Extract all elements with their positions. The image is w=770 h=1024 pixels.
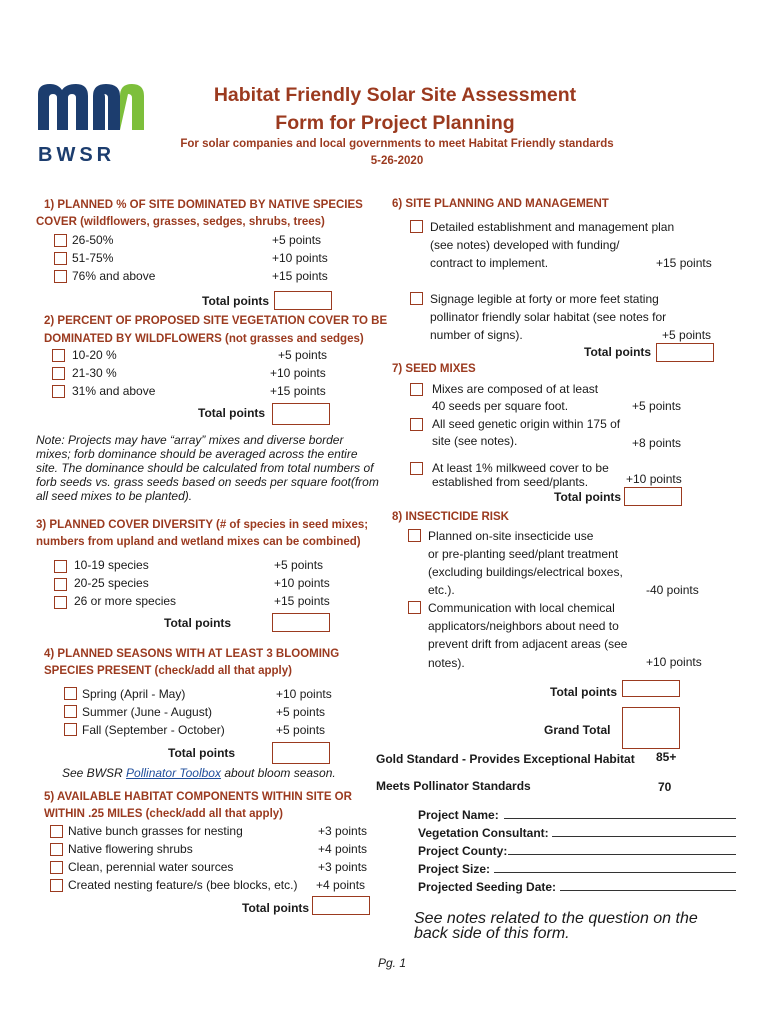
s2-checkbox-2[interactable] bbox=[52, 367, 65, 380]
s1-option-label: 26-50% bbox=[72, 233, 114, 247]
s5-option-points: +3 points bbox=[318, 860, 368, 874]
s3-heading-line2: numbers from upland and wetland mixes can be combined) bbox=[36, 536, 361, 548]
s1-option-points: +10 points bbox=[272, 251, 328, 265]
s8-item-line: applicators/neighbors about need to bbox=[428, 619, 619, 633]
s2-total-box[interactable] bbox=[272, 403, 330, 425]
s5-checkbox-2[interactable] bbox=[50, 843, 63, 856]
s7-item-line: site (see notes). bbox=[432, 434, 518, 448]
s4-bloom-note: See BWSR Pollinator Toolbox about bloom season. bbox=[62, 766, 336, 780]
s6-item-line: contract to implement. bbox=[430, 256, 549, 270]
s7-checkbox-2[interactable] bbox=[410, 418, 423, 431]
s3-option-label: 26 or more species bbox=[74, 594, 177, 608]
s5-total-label: Total points bbox=[242, 901, 310, 915]
s2-option-points: +15 points bbox=[270, 384, 326, 398]
page-title-line2: Form for Project Planning bbox=[275, 112, 515, 134]
s7-heading: 7) SEED MIXES bbox=[392, 363, 476, 375]
s8-item-line: or pre-planting seed/plant treatment bbox=[428, 547, 619, 561]
s5-checkbox-3[interactable] bbox=[50, 861, 63, 874]
s8-item-line: (excluding buildings/electrical boxes, bbox=[428, 565, 623, 579]
see-notes-line2: back side of this form. bbox=[414, 925, 570, 942]
s4-option-label: Summer (June - August) bbox=[82, 705, 213, 719]
s2-total-label: Total points bbox=[198, 406, 266, 420]
s2-option-label: 10-20 % bbox=[72, 348, 117, 362]
s5-option-label: Clean, perennial water sources bbox=[68, 860, 234, 874]
s2-heading-line1: 2) PERCENT OF PROPOSED SITE VEGETATION COVER TO BE bbox=[44, 315, 388, 327]
s8-heading: 8) INSECTICIDE RISK bbox=[392, 511, 509, 523]
s5-heading-line1: 5) AVAILABLE HABITAT COMPONENTS WITHIN SITE OR bbox=[44, 791, 352, 803]
project-name-field[interactable] bbox=[504, 818, 736, 819]
s8-item-line: notes). bbox=[428, 656, 465, 670]
s1-heading-line2: COVER (wildflowers, grasses, sedges, shrubs, trees) bbox=[36, 216, 325, 228]
s8-item-line: Planned on-site insecticide use bbox=[428, 529, 594, 543]
s8-total-box[interactable] bbox=[622, 680, 680, 697]
s5-option-points: +4 points bbox=[316, 878, 366, 892]
s5-option-points: +4 points bbox=[318, 842, 368, 856]
project-county-field[interactable] bbox=[508, 854, 736, 855]
s6-item-line: pollinator friendly solar habitat (see notes for bbox=[430, 310, 667, 324]
pollinator-toolbox-link[interactable]: Pollinator Toolbox bbox=[126, 766, 221, 780]
s5-option-label: Created nesting feature/s (bee blocks, etc.) bbox=[68, 878, 298, 892]
s7-item-line: established from seed/plants. bbox=[432, 475, 589, 489]
s2-note-line: site. The dominance should be calculated from total numbers of bbox=[36, 461, 374, 475]
s3-option-points: +15 points bbox=[274, 594, 330, 608]
s6-item-line: number of signs). bbox=[430, 328, 523, 342]
s3-option-points: +10 points bbox=[274, 576, 330, 590]
s6-checkbox-1[interactable] bbox=[410, 220, 423, 233]
s6-item-line: Signage legible at forty or more feet stating bbox=[430, 292, 659, 306]
s3-option-label: 10-19 species bbox=[74, 558, 149, 572]
s1-checkbox-2[interactable] bbox=[54, 252, 67, 265]
s2-note-line: mixes; forb dominance should be averaged across the entire bbox=[36, 447, 358, 461]
s1-checkbox-3[interactable] bbox=[54, 270, 67, 283]
s2-option-label: 21-30 % bbox=[72, 366, 117, 380]
s8-item-line: prevent drift from adjacent areas (see bbox=[428, 637, 628, 651]
s3-option-label: 20-25 species bbox=[74, 576, 149, 590]
s3-heading-line1: 3) PLANNED COVER DIVERSITY (# of species in seed mixes; bbox=[36, 519, 369, 531]
s4-checkbox-3[interactable] bbox=[64, 723, 77, 736]
s1-heading-line1: 1) PLANNED % OF SITE DOMINATED BY NATIVE SPECIES bbox=[44, 199, 363, 211]
s4-heading-line1: 4) PLANNED SEASONS WITH AT LEAST 3 BLOOMING bbox=[44, 648, 340, 660]
s4-heading-line2: SPECIES PRESENT (check/add all that apply) bbox=[44, 665, 292, 677]
gold-standard-value: 85+ bbox=[656, 750, 677, 764]
s8-total-label: Total points bbox=[550, 685, 618, 699]
s8-checkbox-2[interactable] bbox=[408, 601, 421, 614]
s2-option-points: +5 points bbox=[278, 348, 328, 362]
s8-item-line: etc.). bbox=[428, 583, 455, 597]
s7-item-line: All seed genetic origin within 175 of bbox=[432, 417, 621, 431]
s7-item-points: +8 points bbox=[632, 436, 682, 450]
s2-note-line: forb seeds vs. grass seeds based on seeds per square foot(from bbox=[36, 475, 379, 489]
meets-standard-label: Meets Pollinator Standards bbox=[376, 779, 531, 793]
project-size-field[interactable] bbox=[494, 872, 736, 873]
gold-standard-label: Gold Standard - Provides Exceptional Habitat bbox=[376, 752, 635, 766]
s1-option-points: +15 points bbox=[272, 269, 328, 283]
s1-option-points: +5 points bbox=[272, 233, 322, 247]
s4-option-label: Fall (September - October) bbox=[82, 723, 225, 737]
s8-item-points: -40 points bbox=[646, 583, 699, 597]
s7-total-label: Total points bbox=[554, 490, 622, 504]
s2-checkbox-3[interactable] bbox=[52, 385, 65, 398]
s4-option-label: Spring (April - May) bbox=[82, 687, 186, 701]
s4-checkbox-1[interactable] bbox=[64, 687, 77, 700]
logo-org-text: BWSR bbox=[38, 144, 116, 166]
s5-heading-line2: WITHIN .25 MILES (check/add all that apply) bbox=[44, 808, 283, 820]
grand-total-label: Grand Total bbox=[544, 723, 611, 737]
page-subtitle: For solar companies and local governments to meet Habitat Friendly standards bbox=[180, 138, 614, 150]
s5-total-box[interactable] bbox=[312, 896, 370, 915]
page-title-line1: Habitat Friendly Solar Site Assessment bbox=[213, 84, 577, 106]
s3-checkbox-2[interactable] bbox=[54, 578, 67, 591]
meets-standard-value: 70 bbox=[658, 780, 672, 794]
s4-option-points: +5 points bbox=[276, 705, 326, 719]
s6-item-points: +5 points bbox=[662, 328, 712, 342]
see-notes-line1: See notes related to the question on the bbox=[414, 910, 698, 927]
s1-option-label: 76% and above bbox=[72, 269, 156, 283]
seeding-date-field[interactable] bbox=[560, 890, 736, 891]
project-size-label: Project Size: bbox=[418, 862, 491, 876]
s6-item-line: Detailed establishment and management plan bbox=[430, 220, 675, 234]
s3-checkbox-3[interactable] bbox=[54, 596, 67, 609]
s7-item-line: At least 1% milkweed cover to be bbox=[432, 461, 609, 475]
s6-item-line: (see notes) developed with funding/ bbox=[430, 238, 620, 252]
grand-total-box[interactable] bbox=[622, 707, 680, 749]
s2-option-points: +10 points bbox=[270, 366, 326, 380]
s4-option-points: +10 points bbox=[276, 687, 332, 701]
s4-checkbox-2[interactable] bbox=[64, 705, 77, 718]
s4-option-points: +5 points bbox=[276, 723, 326, 737]
s8-item-points: +10 points bbox=[646, 655, 702, 669]
s8-checkbox-1[interactable] bbox=[408, 529, 421, 542]
s6-heading: 6) SITE PLANNING AND MANAGEMENT bbox=[392, 198, 609, 210]
s4-total-label: Total points bbox=[168, 746, 236, 760]
s2-note-line: all seed mixes to be planted). bbox=[36, 489, 193, 503]
s7-checkbox-3[interactable] bbox=[410, 462, 423, 475]
s3-option-points: +5 points bbox=[274, 558, 324, 572]
s6-total-label: Total points bbox=[584, 345, 652, 359]
project-county-label: Project County: bbox=[418, 844, 508, 858]
project-name-label: Project Name: bbox=[418, 808, 499, 822]
s1-checkbox-1[interactable] bbox=[54, 234, 67, 247]
s6-item-points: +15 points bbox=[656, 256, 712, 270]
s6-checkbox-2[interactable] bbox=[410, 292, 423, 305]
seeding-date-label: Projected Seeding Date: bbox=[418, 880, 557, 894]
s1-total-box[interactable] bbox=[274, 291, 332, 310]
page-number: Pg. 1 bbox=[378, 956, 407, 970]
s7-item-line: Mixes are composed of at least bbox=[432, 382, 599, 396]
s7-checkbox-1[interactable] bbox=[410, 383, 423, 396]
vegetation-consultant-label: Vegetation Consultant: bbox=[418, 826, 549, 840]
s5-checkbox-4[interactable] bbox=[50, 879, 63, 892]
s3-total-box[interactable] bbox=[272, 613, 330, 632]
s5-checkbox-1[interactable] bbox=[50, 825, 63, 838]
s5-option-points: +3 points bbox=[318, 824, 368, 838]
s7-item-line: 40 seeds per square foot. bbox=[432, 399, 569, 413]
s3-checkbox-1[interactable] bbox=[54, 560, 67, 573]
s4-total-box[interactable] bbox=[272, 742, 330, 764]
vegetation-consultant-field[interactable] bbox=[552, 836, 736, 837]
s2-heading-line2: DOMINATED BY WILDFLOWERS (not grasses and sedges) bbox=[44, 333, 364, 345]
s2-checkbox-1[interactable] bbox=[52, 349, 65, 362]
s2-option-label: 31% and above bbox=[72, 384, 156, 398]
s5-option-label: Native flowering shrubs bbox=[68, 842, 193, 856]
s7-total-box[interactable] bbox=[624, 487, 682, 506]
s6-total-box[interactable] bbox=[656, 343, 714, 362]
s1-option-label: 51-75% bbox=[72, 251, 114, 265]
s7-item-points: +10 points bbox=[626, 472, 682, 486]
s5-option-label: Native bunch grasses for nesting bbox=[68, 824, 243, 838]
form-date: 5-26-2020 bbox=[370, 155, 424, 167]
s8-item-line: Communication with local chemical bbox=[428, 601, 615, 615]
s7-item-points: +5 points bbox=[632, 399, 682, 413]
s2-note-line: Note: Projects may have “array” mixes and diverse border bbox=[36, 433, 344, 447]
s1-total-label: Total points bbox=[202, 294, 270, 308]
s3-total-label: Total points bbox=[164, 616, 232, 630]
